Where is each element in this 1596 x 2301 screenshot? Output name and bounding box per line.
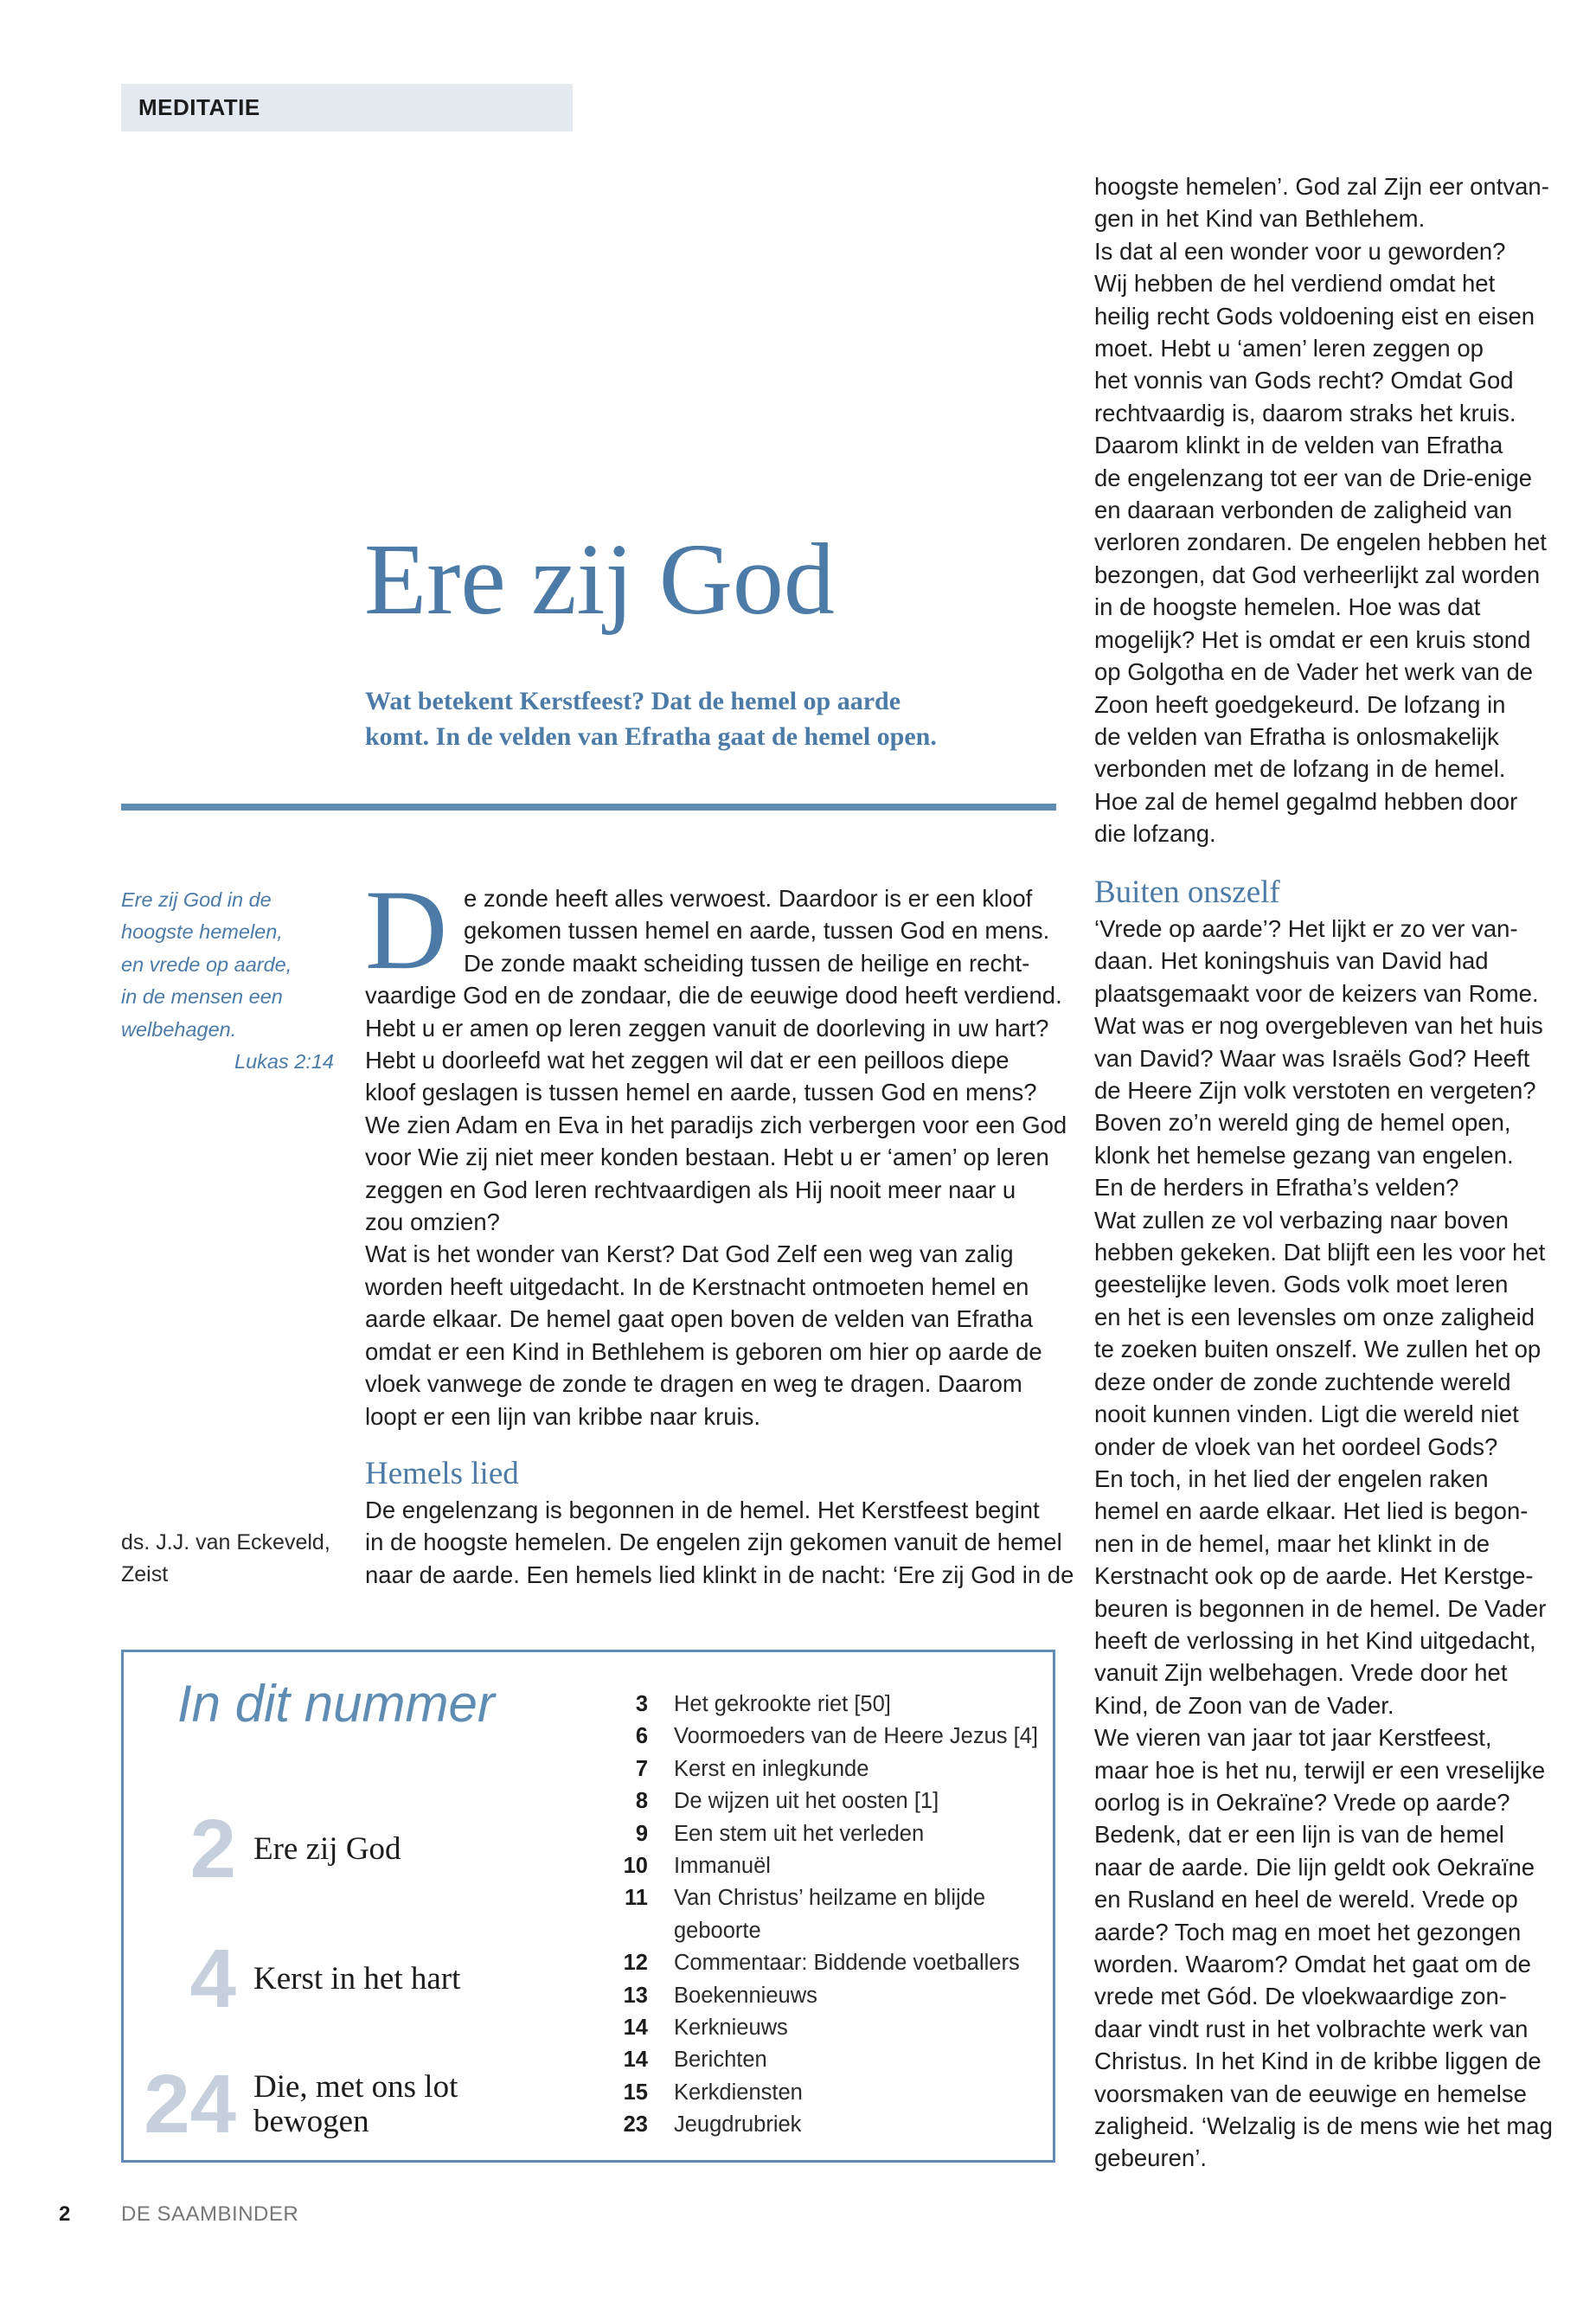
body-line: Hebt u doorleefd wat het zeggen wil dat er een peilloos diepe	[365, 1047, 1010, 1074]
body-line: de velden van Efratha is onlosmakelijk	[1094, 722, 1499, 750]
toc-item-title: Kerkdiensten	[674, 2080, 803, 2105]
body-line: ‘Vrede op aarde’? Het lijkt er zo ver van-	[1094, 915, 1518, 942]
body-line: hebben gekeken. Dat blijft een les voor het	[1094, 1239, 1546, 1266]
toc-item-title: Boekennieuws	[674, 1983, 817, 2008]
body-line: beuren is begonnen in de hemel. De Vader	[1094, 1594, 1547, 1622]
quote-line: en vrede op aarde,	[121, 952, 292, 976]
toc-item-page: 14	[623, 2048, 648, 2073]
body-line: en daaraan verbonden de zaligheid van	[1094, 497, 1513, 524]
toc-list	[591, 1689, 1041, 2142]
body-line: en het is een levensles om onze zaligheid	[1094, 1303, 1535, 1330]
body-line: in de hoogste hemelen. Hoe was dat	[1094, 593, 1481, 621]
body-line: Wat zullen ze vol verbazing naar boven	[1094, 1206, 1509, 1234]
toc-featured-label-line: Ere zij God	[253, 1831, 401, 1867]
toc-item-page: 8	[635, 1789, 648, 1814]
toc-item-page: 3	[635, 1692, 648, 1716]
body-line: loopt er een lijn van kribbe naar kruis.	[365, 1402, 761, 1430]
toc-item[interactable]	[591, 2012, 1041, 2044]
toc-item[interactable]	[591, 1850, 1041, 1882]
body-line: naar de aarde. Die lijn geldt ook Oekraïne	[1094, 1853, 1535, 1881]
body-line: En toch, in het lied der engelen raken	[1094, 1465, 1489, 1492]
quote-line: hoogste hemelen,	[121, 920, 283, 944]
body-line: plaatsgemaakt voor de keizers van Rome.	[1094, 979, 1539, 1007]
author-name: ds. J.J. van Eckeveld,	[121, 1530, 330, 1554]
body-line: naar de aarde. Een hemels lied klinkt in de nacht: ‘Ere zij God in de	[365, 1561, 1074, 1588]
title-rule	[121, 804, 1056, 811]
body-line: e zonde heeft alles verwoest. Daardoor is er een kloof	[464, 885, 1033, 912]
toc-item[interactable]	[591, 1882, 1041, 1947]
body-line: voorsmaken van de eeuwige en hemelse	[1094, 2080, 1527, 2107]
body-line: En de herders in Efratha’s velden?	[1094, 1174, 1459, 1202]
toc-item-page: 6	[635, 1724, 648, 1749]
body-line: zou omzien?	[365, 1208, 500, 1236]
body-line: worden. Waarom? Omdat het gaat om de	[1094, 1951, 1531, 1977]
toc-item-title: Voormoeders van de Heere Jezus [4]	[674, 1724, 1038, 1749]
magazine-name: DE SAAMBINDER	[121, 2202, 299, 2226]
toc-item[interactable]	[591, 2077, 1041, 2109]
body-line: Boven zo’n wereld ging de hemel open,	[1094, 1109, 1511, 1137]
body-line: omdat er een Kind in Bethlehem is geboren om hier op aarde de	[365, 1337, 1042, 1365]
toc-item-title: Kerst en inlegkunde	[674, 1756, 869, 1781]
body-line: onder de vloek van het oordeel Gods?	[1094, 1433, 1498, 1460]
toc-featured-label	[236, 1962, 460, 1997]
toc-item-page: 14	[623, 2016, 648, 2041]
body-line: hoogste hemelen’. God zal Zijn eer ontvan-	[1094, 173, 1549, 200]
body-line: voor Wie zij niet meer konden bestaan. Hebt u er ‘amen’ op leren	[365, 1144, 1049, 1171]
article-column-left-continued	[365, 1494, 1074, 1591]
lead-line: komt. In de velden van Efratha gaat de hemel open.	[365, 722, 937, 751]
body-line: de Heere Zijn volk verstoten en vergeten?	[1094, 1077, 1536, 1105]
body-line: heeft de verlossing in het Kind uitgedacht,	[1094, 1626, 1536, 1654]
toc-featured-number: 24	[144, 2058, 236, 2150]
body-line: worden heeft uitgedacht. In de Kerstnacht ontmoeten hemel en	[365, 1272, 1029, 1300]
body-line: Bedenk, dat er een lijn is van de hemel	[1094, 1821, 1504, 1849]
bible-quote	[121, 884, 337, 1078]
toc-item-title: Jeugdrubriek	[674, 2112, 802, 2138]
body-line: Hoe zal de hemel gegalmd hebben door	[1094, 787, 1518, 815]
body-line: van David? Waar was Israëls God? Heeft	[1094, 1044, 1530, 1072]
toc-featured-number: 2	[189, 1803, 236, 1895]
toc-item-page: 12	[623, 1951, 648, 1976]
toc-item[interactable]	[591, 2044, 1041, 2076]
quote-line: in de mensen een	[121, 985, 283, 1009]
section-tag: MEDITATIE	[121, 84, 573, 131]
body-line: Hebt u er amen op leren zeggen vanuit de doorleving in uw hart?	[365, 1014, 1049, 1042]
body-line: De zonde maakt scheiding tussen de heilige en recht-	[464, 949, 1030, 977]
toc-item[interactable]	[591, 1689, 1041, 1721]
body-line: rechtvaardig is, daarom straks het kruis.	[1094, 399, 1516, 426]
toc-featured-label-line: Die, met ons lot	[253, 2069, 458, 2105]
body-line: Christus. In het Kind in de kribbe liggen de	[1094, 2048, 1542, 2075]
body-line: We vieren van jaar tot jaar Kerstfeest,	[1094, 1724, 1492, 1752]
body-line: gekomen tussen hemel en aarde, tussen God en mens.	[464, 917, 1050, 945]
toc-item-title: Van Christus’ heilzame en blijde geboorte	[674, 1886, 986, 1943]
toc-item-page: 7	[635, 1756, 648, 1781]
toc-item[interactable]	[591, 1947, 1041, 1979]
body-line: kloof geslagen is tussen hemel en aarde, tussen God en mens?	[365, 1079, 1037, 1106]
body-line: aarde elkaar. De hemel gaat open boven de velden van Efratha	[365, 1305, 1034, 1333]
body-line: geestelijke leven. Gods volk moet leren	[1094, 1271, 1509, 1298]
body-line: klonk het hemelse gezang van engelen.	[1094, 1141, 1514, 1169]
toc-featured-label	[236, 2070, 458, 2139]
article-lead	[365, 683, 1074, 754]
toc-item-page: 13	[623, 1983, 648, 2008]
quote-line: welbehagen.	[121, 1017, 237, 1041]
body-line: heilig recht Gods voldoening eist en eisen	[1094, 302, 1535, 330]
body-line: nooit kunnen vinden. Ligt die wereld niet	[1094, 1400, 1519, 1428]
body-line: vaardige God en de zondaar, die de eeuwige dood heeft verdiend.	[365, 982, 1062, 1009]
body-line: oorlog is in Oekraïne? Vrede op aarde?	[1094, 1788, 1510, 1816]
body-line: verloren zondaren. De engelen hebben het	[1094, 529, 1547, 556]
body-line: in de hoogste hemelen. De engelen zijn gekomen vanuit de hemel	[365, 1529, 1062, 1556]
toc-item-title: Kerknieuws	[674, 2016, 788, 2041]
article-column-left	[365, 882, 1067, 1433]
toc-item-title: Immanuël	[674, 1854, 771, 1879]
article-title: Ere zij God	[364, 522, 835, 636]
toc-item-page: 23	[623, 2112, 648, 2138]
body-line: Wat was er nog overgebleven van het huis	[1094, 1012, 1543, 1040]
article-column-right-continued	[1094, 913, 1561, 2175]
body-line: maar hoe is het nu, terwijl er een vreselijke	[1094, 1756, 1546, 1784]
toc-title: In dit nummer	[177, 1675, 495, 1733]
author-place: Zeist	[121, 1562, 169, 1586]
body-line: hemel en aarde elkaar. Het lied is begon-	[1094, 1497, 1529, 1525]
toc-featured-label-line: bewogen	[253, 2104, 369, 2139]
subhead-hemels-lied: Hemels lied	[365, 1456, 519, 1491]
body-line: Wij hebben de hel verdiend omdat het	[1094, 270, 1496, 298]
toc-featured-number: 4	[189, 1932, 236, 2025]
toc-item[interactable]	[591, 1721, 1041, 1753]
body-line: mogelijk? Het is omdat er een kruis stond	[1094, 625, 1531, 653]
page-number: 2	[59, 2202, 71, 2226]
toc-item-page: 15	[623, 2080, 648, 2105]
toc-featured-item[interactable]	[124, 1803, 401, 1895]
body-line: Wat is het wonder van Kerst? Dat God Zelf een weg van zalig	[365, 1240, 1014, 1268]
body-line: vanuit Zijn welbehagen. Vrede door het	[1094, 1659, 1508, 1687]
body-line: gebeuren’.	[1094, 2144, 1207, 2172]
body-line: te zoeken buiten onszelf. We zullen het op	[1094, 1336, 1542, 1363]
body-line: aarde? Toch mag en moet het gezongen	[1094, 1918, 1522, 1945]
toc-item-title: Het gekrookte riet [50]	[674, 1692, 891, 1716]
body-line: zeggen en God leren rechtvaardigen als Hij nooit meer naar u	[365, 1176, 1016, 1203]
toc-featured-label	[236, 1832, 401, 1867]
toc-item-title: Een stem uit het verleden	[674, 1821, 925, 1846]
lead-line: Wat betekent Kerstfeest? Dat de hemel op aarde	[365, 687, 901, 715]
subhead-buiten-onszelf: Buiten onszelf	[1094, 875, 1280, 910]
author-credit	[121, 1527, 330, 1591]
toc-item[interactable]	[591, 1753, 1041, 1785]
article-column-right	[1094, 170, 1561, 850]
toc-box	[121, 1650, 1055, 2163]
body-line: deze onder de zonde zuchtende wereld	[1094, 1368, 1511, 1395]
toc-item-page: 9	[635, 1821, 648, 1846]
body-line: vrede met Gód. De vloekwaardige zon-	[1094, 1983, 1507, 2010]
toc-item[interactable]	[591, 2109, 1041, 2141]
toc-item-title: Berichten	[674, 2048, 767, 2073]
body-line: zaligheid. ‘Welzalig is de mens wie het mag	[1094, 2112, 1553, 2140]
body-line: Daarom klinkt in de velden van Efratha	[1094, 432, 1503, 459]
body-line: verbonden met de lofzang in de hemel.	[1094, 755, 1506, 783]
toc-featured-item[interactable]	[124, 1932, 461, 2025]
body-line: daan. Het koningshuis van David had	[1094, 947, 1489, 975]
body-line: vloek vanwege de zonde te dragen en weg te dragen. Daarom	[365, 1370, 1022, 1398]
toc-item[interactable]	[591, 1785, 1041, 1817]
toc-item-title: Commentaar: Biddende voetballers	[674, 1951, 1020, 1976]
body-line: daar vindt rust in het volbrachte werk van	[1094, 2015, 1529, 2042]
toc-featured-label-line: Kerst in het hart	[253, 1961, 461, 1997]
body-line: Zoon heeft goedgekeurd. De lofzang in	[1094, 690, 1506, 718]
body-line: moet. Hebt u ‘amen’ leren zeggen op	[1094, 335, 1484, 362]
drop-cap: D	[365, 866, 448, 993]
toc-item-title: De wijzen uit het oosten [1]	[674, 1789, 939, 1814]
body-line: nen in de hemel, maar het klinkt in de	[1094, 1529, 1490, 1557]
toc-item[interactable]	[591, 1980, 1041, 2012]
body-line: en Rusland en heel de wereld. Vrede op	[1094, 1886, 1518, 1913]
body-line: De engelenzang is begonnen in de hemel. Het Kerstfeest begint	[365, 1497, 1040, 1523]
body-line: op Golgotha en de Vader het werk van de	[1094, 658, 1534, 686]
body-line: We zien Adam en Eva in het paradijs zich verbergen voor een God	[365, 1111, 1067, 1138]
body-line: Kind, de Zoon van de Vader.	[1094, 1691, 1394, 1719]
quote-line: Ere zij God in de	[121, 888, 272, 911]
body-line: Kerstnacht ook op de aarde. Het Kerstge-	[1094, 1562, 1534, 1590]
body-line: die lofzang.	[1094, 820, 1216, 848]
toc-item-page: 10	[623, 1854, 648, 1879]
body-line: de engelenzang tot eer van de Drie-enige	[1094, 464, 1533, 491]
toc-item[interactable]	[591, 1818, 1041, 1850]
body-line: gen in het Kind van Bethlehem.	[1094, 205, 1426, 233]
quote-reference: Lukas 2:14	[234, 1050, 334, 1074]
toc-item-page: 11	[625, 1886, 648, 1911]
toc-featured-item[interactable]	[124, 2058, 458, 2150]
body-line: het vonnis van Gods recht? Omdat God	[1094, 367, 1514, 394]
body-line: bezongen, dat God verheerlijkt zal worden	[1094, 561, 1541, 588]
body-line: Is dat al een wonder voor u geworden?	[1094, 237, 1506, 265]
